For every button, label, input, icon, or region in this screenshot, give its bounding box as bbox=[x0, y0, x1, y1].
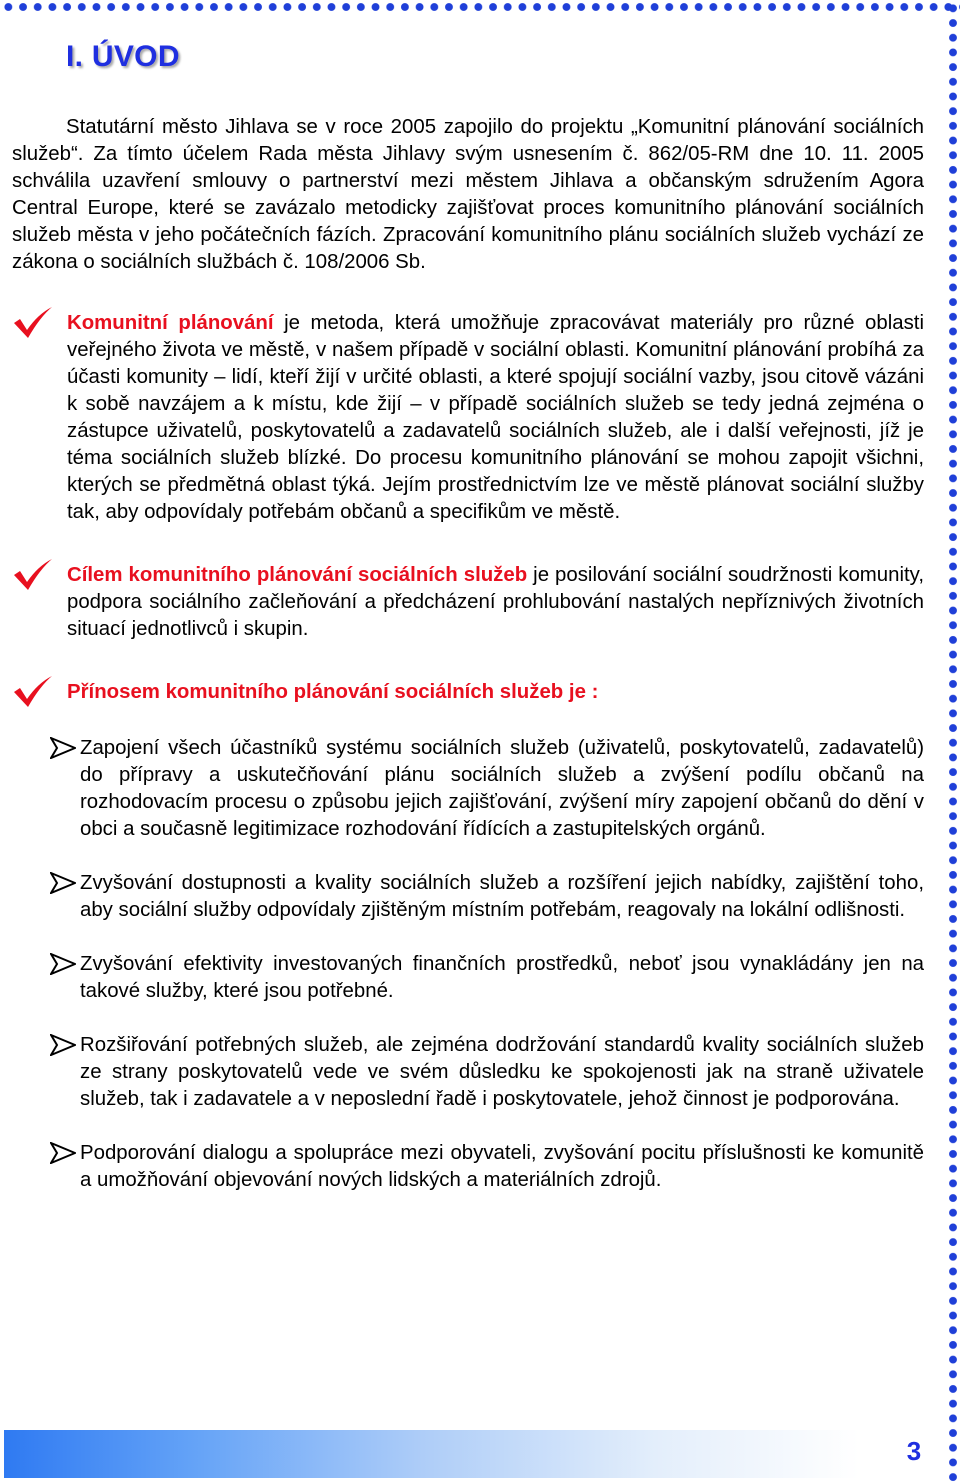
dotted-border-top bbox=[0, 0, 960, 14]
check-item-text bbox=[67, 562, 924, 643]
check-item-text bbox=[67, 310, 924, 526]
intro-paragraph: Statutární město Jihlava se v roce 2005 zapojilo do projektu „Komunitní plánování sociálních služeb“. Za tímto účelem Rada města Jihlavy svým usnesením č. 862/05-RM dne 10. 11. 2005 schválila uzavření smlouvy o partnerství mezi městem Jihlava a občanským sdružením Agora Central Europe, které se zavázalo metodicky zajišťovat proces komunitního plánování sociálních služeb města v jeho počátečních fázích. Zpracování komunitního plánu sociálních služeb vychází ze zákona o sociálních službách č. 108/2006 Sb. bbox=[12, 116, 924, 273]
check-item-lead: Přínosem komunitního plánování sociálních služeb je : bbox=[67, 681, 599, 703]
benefit-item-5 bbox=[12, 1140, 924, 1194]
benefit-text: Zapojení všech účastníků systému sociálních služeb (uživatelů, poskytovatelů, zadavatelů) do přípravy a uskutečňování plánu sociálních služeb a zvýšení podílu občanů na rozhodovacím procesu o způsobu jejich zajišťování, zvýšení míry zapojení občanů do dění v obci a současně legitimizace rozhodování řídících a zastupitelských orgánů. bbox=[80, 737, 924, 840]
check-item-text bbox=[67, 679, 924, 706]
check-item-lead: Cílem komunitního plánování sociálních služeb bbox=[67, 564, 528, 586]
benefit-text: Rozšiřování potřebných služeb, ale zejména dodržování standardů kvality sociálních služeb ze strany poskytovatelů vede ve svém důsledku ke spokojenosti jak na straně uživatele služeb, tak i zadavatele a v neposlední řadě i poskytovatele, jehož činnost je podporována. bbox=[80, 1034, 924, 1110]
arrow-bullet-icon bbox=[50, 1034, 76, 1056]
checkmark-icon bbox=[12, 675, 54, 709]
arrow-bullet-icon bbox=[50, 737, 76, 759]
check-item-body: je metoda, která umožňuje zpracovávat materiály pro různé oblasti veřejného života ve městě, v našem případě v sociální oblasti. Komunitní plánování probíhá za účasti komunity – lidí, kteří žijí v určité oblasti, a které spojují sociální vazby, jsou citově vázáni k sobě navzájem a k místu, kde žijí – v případě sociálních služeb se tedy jedná zejména o zástupce uživatelů, poskytovatelů a zadavatelů sociálních služeb, ale i další veřejnosti, jíž je téma sociálních služeb blízké. Do procesu komunitního plánování se mohou zapojit všichni, kterých se předmětná oblast týká. Jejím prostřednictvím lze ve městě plánovat sociální služby tak, aby odpovídaly potřebám občanů a specifikům ve městě. bbox=[67, 312, 924, 523]
check-item-lead: Komunitní plánování bbox=[67, 312, 274, 334]
check-item-body: je posilování sociální soudržnosti komunity, podpora sociálního začleňování a předcházení prohlubování nastalých nepříznivých životních situací jednotlivců i skupin. bbox=[67, 564, 925, 640]
benefit-text: Zvyšování dostupnosti a kvality sociálních služeb a rozšíření jejich nabídky, zajištění toho, aby sociální služby odpovídaly zjištěným místním potřebám, reagovaly na lokální odlišnosti. bbox=[80, 872, 924, 921]
checkmark-icon bbox=[12, 558, 54, 592]
check-item-1 bbox=[12, 310, 924, 526]
checkmark-icon bbox=[12, 306, 54, 340]
footer-gradient-bar bbox=[4, 1430, 934, 1478]
chapter-heading: I. ÚVOD bbox=[66, 40, 180, 73]
arrow-bullet-icon bbox=[50, 872, 76, 894]
check-item-3 bbox=[12, 679, 924, 706]
document-body bbox=[12, 114, 924, 1194]
arrow-bullet-icon bbox=[50, 1142, 76, 1164]
benefit-item-1 bbox=[12, 735, 924, 843]
benefit-text: Zvyšování efektivity investovaných finančních prostředků, neboť jsou vynakládány jen na takové služby, které jsou potřebné. bbox=[80, 953, 924, 1002]
arrow-bullet-icon bbox=[50, 953, 76, 975]
dotted-border-right bbox=[946, 0, 960, 1484]
page-number: 3 bbox=[906, 1436, 922, 1466]
check-item-2 bbox=[12, 562, 924, 643]
benefit-text: Podporování dialogu a spolupráce mezi obyvateli, zvyšování pocitu příslušnosti ke komunitě a umožňování objevování nových lidských a materiálních zdrojů. bbox=[80, 1142, 924, 1191]
benefit-item-3 bbox=[12, 951, 924, 1005]
benefit-item-4 bbox=[12, 1032, 924, 1113]
benefit-item-2 bbox=[12, 870, 924, 924]
